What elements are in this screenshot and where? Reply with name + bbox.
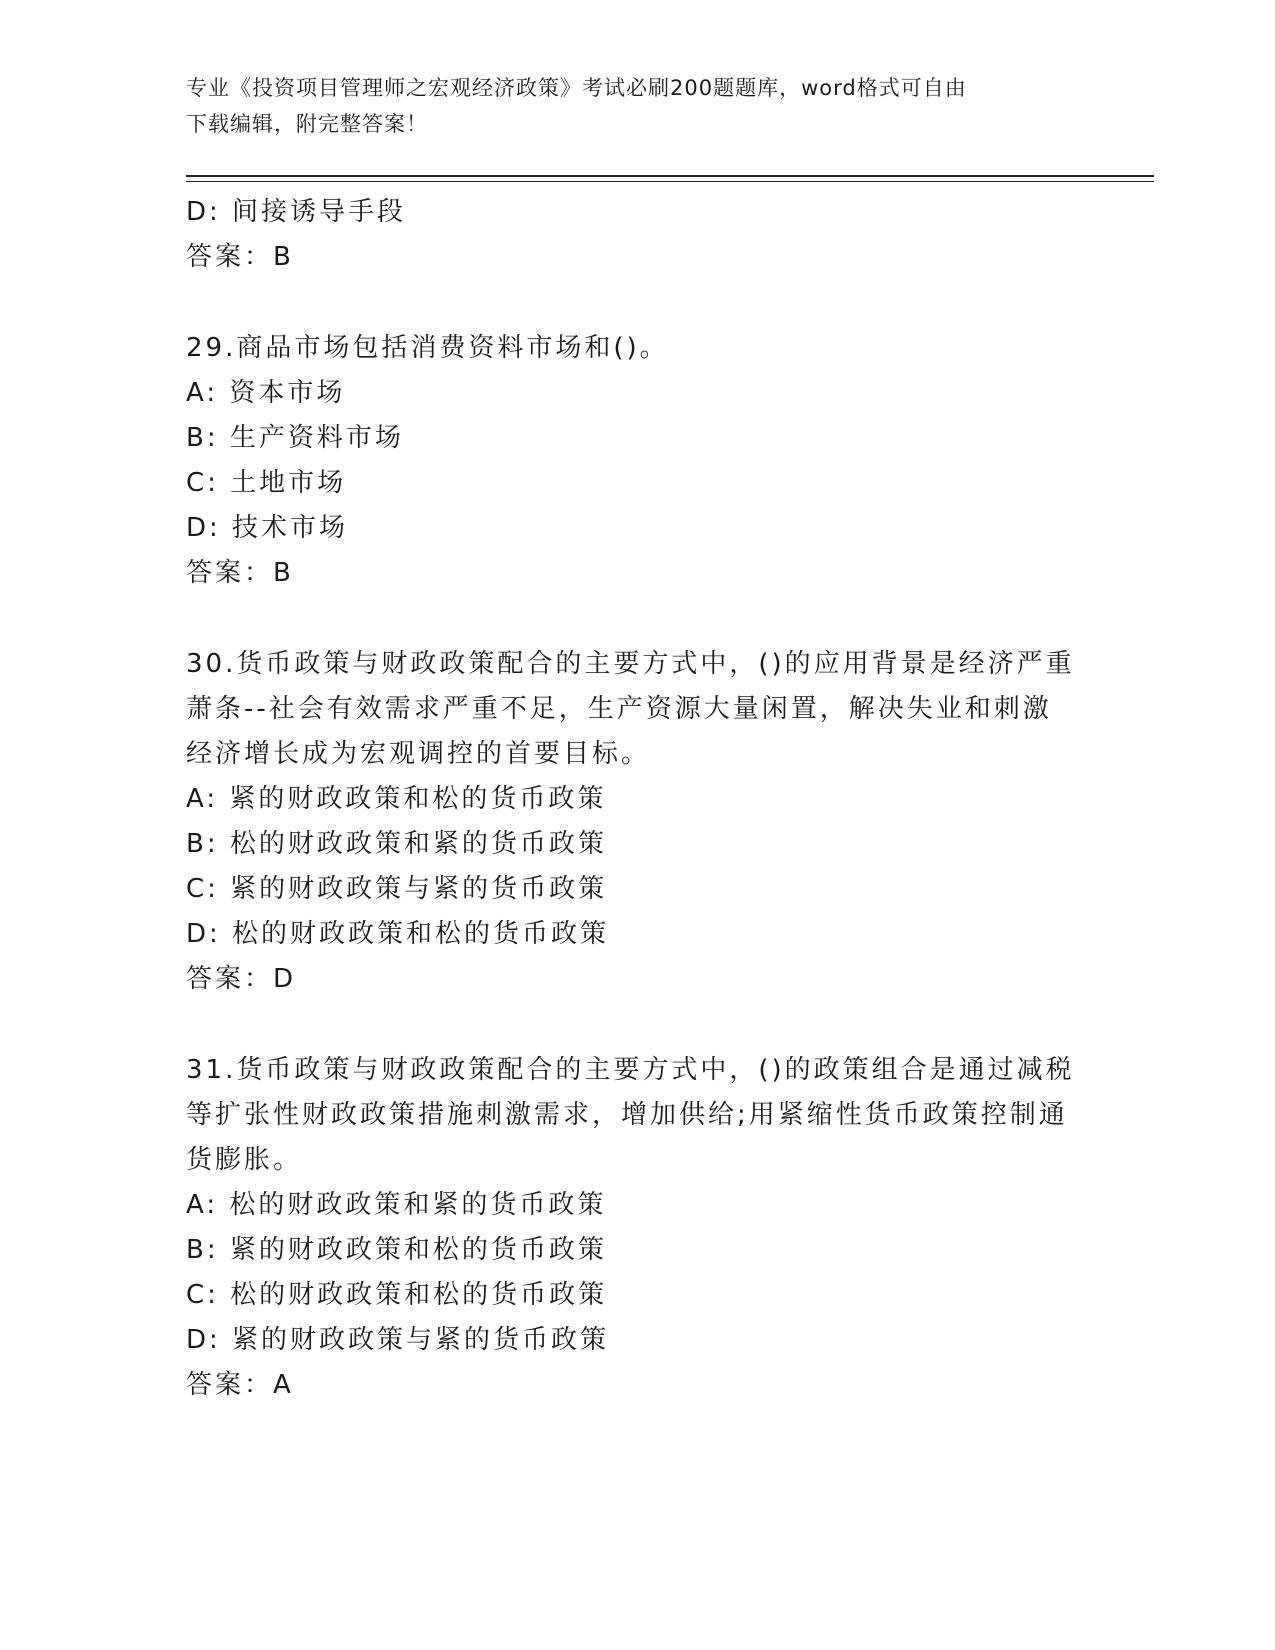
header-divider-thick (186, 175, 1154, 177)
question-text-line-2: 萧条--社会有效需求严重不足，生产资源大量闲置，解决失业和刺激 (186, 694, 1052, 724)
question-29 (186, 326, 1086, 596)
option-d: D: 松的财政政策和松的货币政策 (186, 919, 610, 949)
answer-line: 答案：A (186, 1370, 294, 1400)
question-30 (186, 642, 1086, 1002)
question-text-line-2: 等扩张性财政政策措施刺激需求，增加供给;用紧缩性货币政策控制通 (186, 1100, 1068, 1130)
document-header (186, 70, 1066, 142)
answer-line: 答案：B (186, 558, 294, 588)
question-text-line-1: 30.货币政策与财政政策配合的主要方式中，()的应用背景是经济严重 (186, 649, 1075, 679)
option-b: B: 生产资料市场 (186, 423, 404, 453)
question-list (186, 190, 1086, 1408)
option-a: A: 紧的财政政策和松的货币政策 (186, 784, 607, 814)
answer-line: 答案：D (186, 964, 297, 994)
question-text-line-3: 经济增长成为宏观调控的首要目标。 (186, 739, 651, 769)
question-31 (186, 1048, 1086, 1408)
header-line-1: 专业《投资项目管理师之宏观经济政策》考试必刷200题题库，word格式可自由 (186, 76, 967, 100)
option-a: A: 资本市场 (186, 378, 346, 408)
question-text: 29.商品市场包括消费资料市场和()。 (186, 333, 669, 363)
option-a: A: 松的财政政策和紧的货币政策 (186, 1190, 607, 1220)
option-b: B: 紧的财政政策和松的货币政策 (186, 1235, 607, 1265)
option-c: C: 紧的财政政策与紧的货币政策 (186, 874, 608, 904)
option-c: C: 松的财政政策和松的货币政策 (186, 1280, 608, 1310)
option-d: D: 间接诱导手段 (186, 197, 407, 227)
header-divider-thin (186, 181, 1154, 182)
question-text-line-1: 31.货币政策与财政政策配合的主要方式中，()的政策组合是通过减税 (186, 1055, 1075, 1085)
option-d: D: 紧的财政政策与紧的货币政策 (186, 1325, 610, 1355)
question-28-tail (186, 190, 1086, 280)
question-text-line-3: 货膨胀。 (186, 1145, 303, 1175)
header-line-2: 下载编辑，附完整答案！ (186, 112, 428, 136)
answer-line: 答案：B (186, 242, 294, 272)
option-c: C: 土地市场 (186, 468, 347, 498)
option-b: B: 松的财政政策和紧的货币政策 (186, 829, 607, 859)
option-d: D: 技术市场 (186, 513, 349, 543)
